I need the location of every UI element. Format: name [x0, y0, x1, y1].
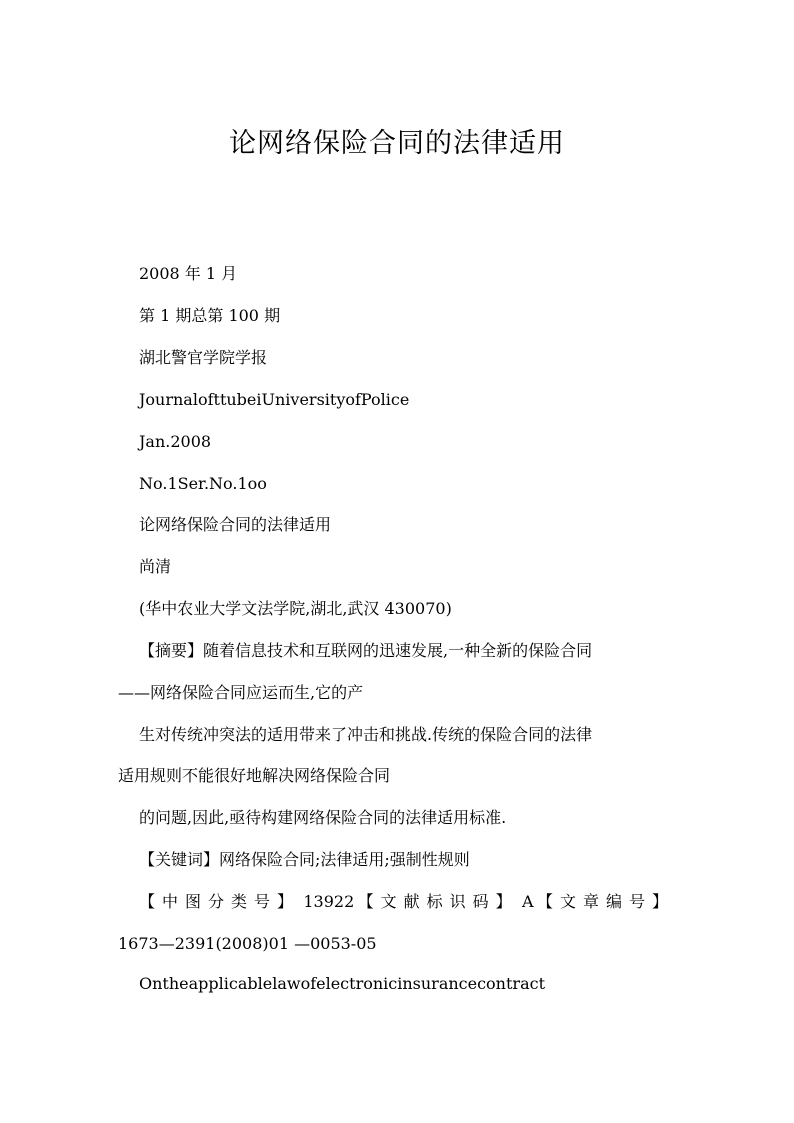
issue-en: No.1Ser.No.1oo [139, 474, 267, 493]
document-title: 论网络保险合同的法律适用 [229, 128, 565, 159]
journal-name-cn: 湖北警官学院学报 [139, 348, 268, 367]
issue-line: 第 1 期总第 100 期 [139, 306, 281, 325]
doc-code-value: A [522, 892, 534, 911]
date-line: 2008 年 1 月 [139, 264, 238, 283]
keywords-line: 【关键词】网络保险合同;法律适用;强制性规则 [139, 850, 470, 869]
doc-code-label: 【文献标识码】 [357, 892, 519, 911]
article-no-label: 【文章编号】 [536, 892, 675, 911]
classification-line [139, 891, 675, 913]
clc-value: 13922 [303, 892, 355, 911]
journal-name-en: JournalofttubeiUniversityofPolice [139, 390, 410, 409]
clc-label: 【中图分类号】 [139, 892, 301, 911]
author-name: 尚清 [139, 557, 172, 576]
article-number: 1673—2391(2008)01 —0053-05 [118, 934, 377, 953]
author-affiliation: (华中农业大学文法学院,湖北,武汉 430070) [139, 599, 452, 618]
article-title-repeat: 论网络保险合同的法律适用 [139, 515, 332, 534]
abstract-line-4: 适用规则不能很好地解决网络保险合同 [118, 766, 391, 785]
date-en: Jan.2008 [139, 432, 212, 451]
abstract-line-2: ——网络保险合同应运而生,它的产 [118, 683, 364, 702]
abstract-line-3: 生对传统冲突法的适用带来了冲击和挑战.传统的保险合同的法律 [139, 725, 593, 744]
abstract-line-5: 的问题,因此,亟待构建网络保险合同的法律适用标准. [139, 808, 507, 827]
abstract-line-1: 【摘要】随着信息技术和互联网的迅速发展,一种全新的保险合同 [139, 641, 593, 660]
english-title: Ontheapplicablelawofelectronicinsurancecontract [139, 974, 545, 993]
